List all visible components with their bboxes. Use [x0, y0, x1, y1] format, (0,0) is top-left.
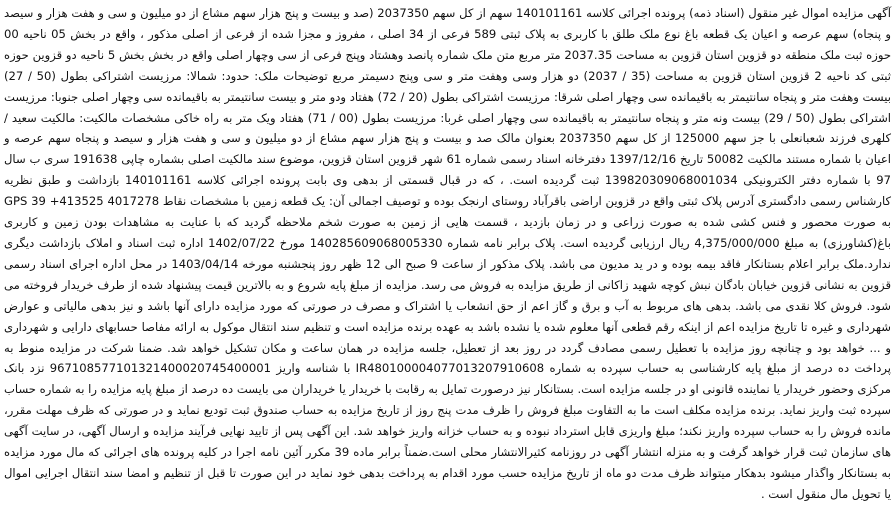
auction-notice-text: آگهی مزایده اموال غیر منقول (اسناد ذمه) پرونده اجرائی کلاسه 140101161 سهم از کل سهم 2037350 (صد و بیست و پنج هزار سهم مشاع از دو میلیون و سی و هفت هزار و سیصد و پنجاه) سهم عرصه و اعیان یک قطعه باغ نوع ملک طلق با کاربری به پلاک ثبتی 589 فرعی از 34 اصلی ، مفروز و مجزا شده از فرعی از اصلی مذکور ، واقع در بخش 05 ناحیه 00 حوزه ثبت ملک منطقه دو قزوین استان قزوین به مساحت 2037.35 متر مربع متن ملک شماره پانصد وهشتاد وپنج فرعی از سی وچهار اصلی واقع در بخش بخش 5 ناحیه دو قزوین حوزه ثبتی کد ناحیه 2 قزوین استان قزوین به مساحت (35 / 2037) دو هزار وسی وهفت متر و سی وپنج دسیمتر مربع توضیحات ملک: حدود: شمالا: مرزیست اشتراکی بطول (50 / 27) بیست وهفت متر و پنجاه سانتیمتر به باقیمانده سی وچهار اصلی شرقا: مرزیست اشتراکی بطول (20 / 72) هفتاد ودو متر و بیست سانتیمتر به باقیمانده سی وچهار اصلی جنوبا: مرزیست اشتراکی بطول (50 / 29) بیست ونه متر و پنجاه سانتیمتر به باقیمانده سی وچهار اصلی غربا: مرزیست بطول (00 / 71) هفتاد ویک متر به راه خاکی مشخصات مالکیت: مالکیت سعید / کلهری فرزند شعبانعلی با جز سهم 125000 از کل سهم 2037350 بعنوان مالک صد و بیست و پنج هزار سهم مشاع از دو میلیون و سی و هفت هزار و سیصد و پنجاه سهم عرصه و اعیان با شماره مستند مالکیت 50082 تاریخ 1397/12/16 دفترخانه اسناد رسمی شماره 61 شهر قزوین استان قزوین، موضوع سند مالکیت اصلی بشماره چاپی 191638 سری ب سال 97 با شماره دفتر الکترونیکی 139820309068001034 ثبت گردیده است. ، که در قبال قسمتی از بدهی وی بابت پرونده اجرائی کلاسه 140101161 بازداشت و طبق نظریه کارشناس رسمی دادگستری آدرس پلاک ثبتی واقع در قزوین اراضی باقرآباد روستای ارنجک بوده و توصیف اجمالی آن: یک قطعه زمین با مشخصات نقاط GPS 39 +413525 4017278 به صورت محصور و فنس کشی شده به صورت زراعی و در زمان بازدید ، قسمت هایی از زمین به صورت شخم ملاحظه گردید که با عنایت به مشاهدات بودن زمین و کاربری باغ(کشاورزی) به مبلغ 4,375/000/000 ریال ارزیابی گردیده است. پلاک برابر نامه شماره 140285609068005330 مورخ 1402/07/22 اداره ثبت اسناد و املاک بازداشت دیگری ندارد.ملک برابر اعلام بستانکار فاقد بیمه بوده و در ید مدیون می باشد. پلاک مذکور از ساعت 9 صبح الی 12 ظهر روز پنجشنبه مورخه 1403/04/14 در محل اداره اجرای اسناد رسمی قزوین به نشانی قزوین خیابان بادگان نبش کوچه شهید زاکانی از طریق مزایده به فروش می رسد. مزایده از مبلغ پایه شروع و به بالاترین قیمت پیشنهاد شده از طرف خریدار فروخته می شود. فروش کلا نقدی می باشد. بدهی های مربوط به آب و برق و گاز اعم از حق انشعاب یا اشتراک و مصرف در صورتی که مورد مزایده دارای آنها باشد و نیز بدهی مالیاتی و عوارض شهرداری و غیره تا تاریخ مزایده اعم از اینکه رقم قطعی آنها معلوم شده یا نشده باشد به عهده برنده مزایده است و تنظیم سند انتقال موکول به ارائه مفاصا حسابهای دارایی و شهرداری و ... خواهد بود و چنانچه روز مزایده با تعطیل رسمی مصادف گردد در روز بعد از تعطیل، جلسه مزایده در همان ساعت و مکان تشکیل خواهد شد. ضمنا شرکت در مزایده منوط به پرداخت ده درصد از مبلغ پایه کارشناسی به حساب سپرده به شماره IR480100004077013207910608 با شناسه واریز 967108577101321400020745400001 نزد بانک مرکزی وحضور خریدار یا نماینده قانونی او در جلسه مزایده است. بستانکار نیز درصورت تمایل به رقابت با خریدار یا خریداران می بایست ده درصد از مبلغ پایه مزایده را به شماره حساب سپرده ثبت واریز نماید. برنده مزایده مکلف است ما به التفاوت مبلغ فروش را ظرف مدت پنج روز از تاریخ مزایده به حساب صندوق ثبت تودیع نماید و در صورتی که ظرف مهلت مقرر، مانده فروش را به حساب سپرده واریز نکند؛ مبلغ واریزی قابل استرداد نبوده و به حساب خزانه واریز خواهد شد. این آگهی پس از تایید نهایی فرآیند مزایده و ارسال آگهی، در سایت آگهی های سازمان ثبت قرار خواهد گرفت و به منزله انتشار آگهی در روزنامه کثیرالانتشار محلی است.ضمناً برابر ماده 39 مکرر آئین نامه اجرا در کلیه پرونده های اجرائی که مال مورد مزایده به بستانکار واگذار میشود بدهکار میتواند ظرف مدت دو ماه از تاریخ مزایده حسب مورد اقدام به پرداخت بدهی خود نماید در این صورت تا قبل از تنظیم و امضا سند انتقال اجرایی اموال یا تحویل مال منقول است . — [4, 6, 892, 501]
